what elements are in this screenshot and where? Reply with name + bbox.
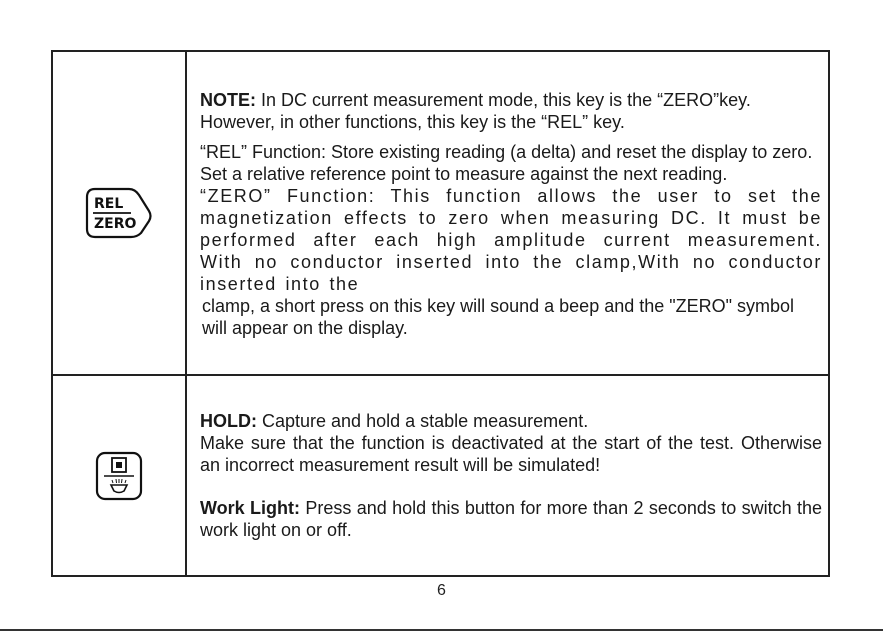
note-label: NOTE: (200, 90, 256, 110)
rel-key-label: REL (94, 196, 124, 212)
work-light-text: Press and hold this button for more than 2 seconds to switch the work light on or off. (200, 498, 822, 540)
description-cell (187, 376, 828, 575)
hold-paragraph (200, 410, 822, 432)
table-row (53, 52, 828, 376)
table-row (53, 376, 828, 575)
work-light-paragraph (200, 497, 822, 541)
hold-worklight-key-icon (95, 451, 143, 501)
zero-function-tail: clamp, a short press on this key will sound a beep and the "ZERO" symbol will appear on the display. (202, 296, 795, 338)
work-light-icon (111, 479, 127, 493)
page-number: 6 (437, 582, 446, 599)
zero-key-label: ZERO (94, 216, 137, 232)
note-paragraph (200, 89, 822, 133)
work-light-label: Work Light: (200, 498, 301, 518)
note-text: In DC current measurement mode, this key is the “ZERO”key. However, in other functions, this key is the “REL” key. (200, 90, 751, 132)
description-cell (187, 52, 828, 374)
rel-zero-key-icon (85, 187, 153, 239)
rel-function-paragraph: “REL” Function: Store existing reading (a delta) and reset the display to zero. Set a relative reference point to measure against the next reading. (200, 142, 813, 184)
icon-cell (53, 52, 187, 374)
icon-cell (53, 376, 187, 575)
hold-label: HOLD: (200, 411, 257, 431)
hold-text: Capture and hold a stable measurement. (257, 411, 589, 431)
zero-function-paragraph: “ZERO” Function: This function allows the user to set the magnetization effects to zero when measuring DC. It must be performed after each high amplitude current measurement. With no conductor inserted into the clamp,With no conductor inserted into the (200, 186, 822, 294)
hold-detail-paragraph: Make sure that the function is deactivated at the start of the test. Otherwise an incorrect measurement result will be simulated! (200, 433, 822, 475)
key-function-table (51, 50, 830, 577)
